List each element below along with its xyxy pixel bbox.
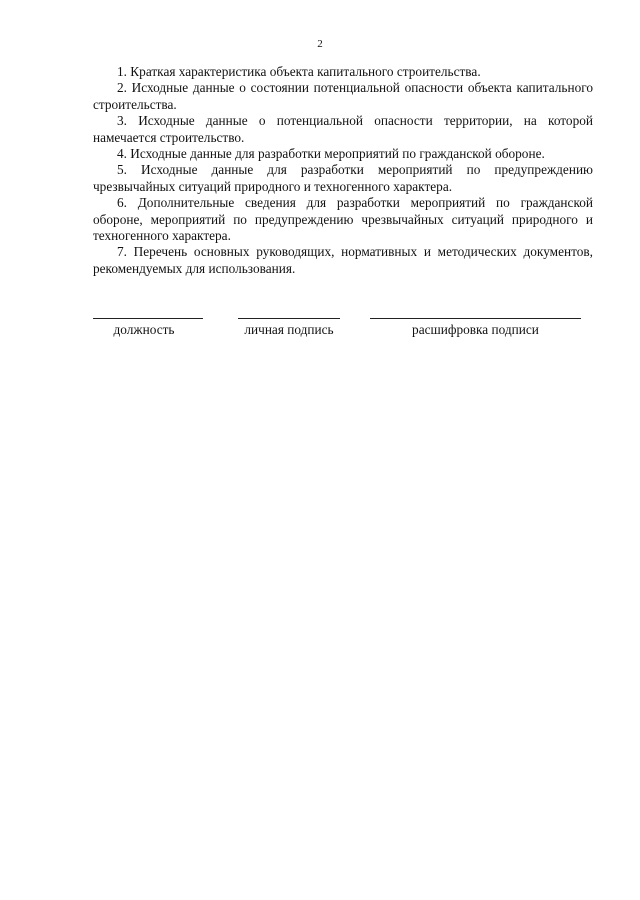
decoding-line (370, 308, 581, 319)
signature-line (238, 308, 340, 319)
section-item-3: 3. Исходные данные о потенциальной опасности территории, на которой намечается строительство. (93, 113, 593, 145)
position-line (93, 308, 203, 319)
position-field (93, 308, 203, 338)
section-item-5: 5. Исходные данные для разработки мероприятий по предупреждению чрезвычайных ситуаций природного и техногенного характера. (93, 162, 593, 194)
document-body (93, 64, 593, 277)
section-item-6: 6. Дополнительные сведения для разработки мероприятий по гражданской обороне, мероприятий по предупреждению чрезвычайных ситуаций природного и техногенного характера. (93, 195, 593, 244)
section-item-4: 4. Исходные данные для разработки мероприятий по гражданской обороне. (117, 146, 545, 162)
section-item-1: 1. Краткая характеристика объекта капитального строительства. (117, 64, 481, 79)
section-item-2: 2. Исходные данные о состоянии потенциальной опасности объекта капитального строительства. (93, 80, 593, 112)
position-label: должность (113, 322, 175, 337)
section-item-7: 7. Перечень основных руководящих, нормативных и методических документов, рекомендуемых для использования. (93, 244, 593, 276)
signature-field (238, 308, 340, 338)
signature-label: личная подпись (244, 322, 334, 337)
decoding-label: расшифровка подписи (412, 322, 539, 337)
signature-block (0, 308, 640, 348)
page-number: 2 (317, 38, 323, 50)
decoding-field (370, 308, 581, 338)
